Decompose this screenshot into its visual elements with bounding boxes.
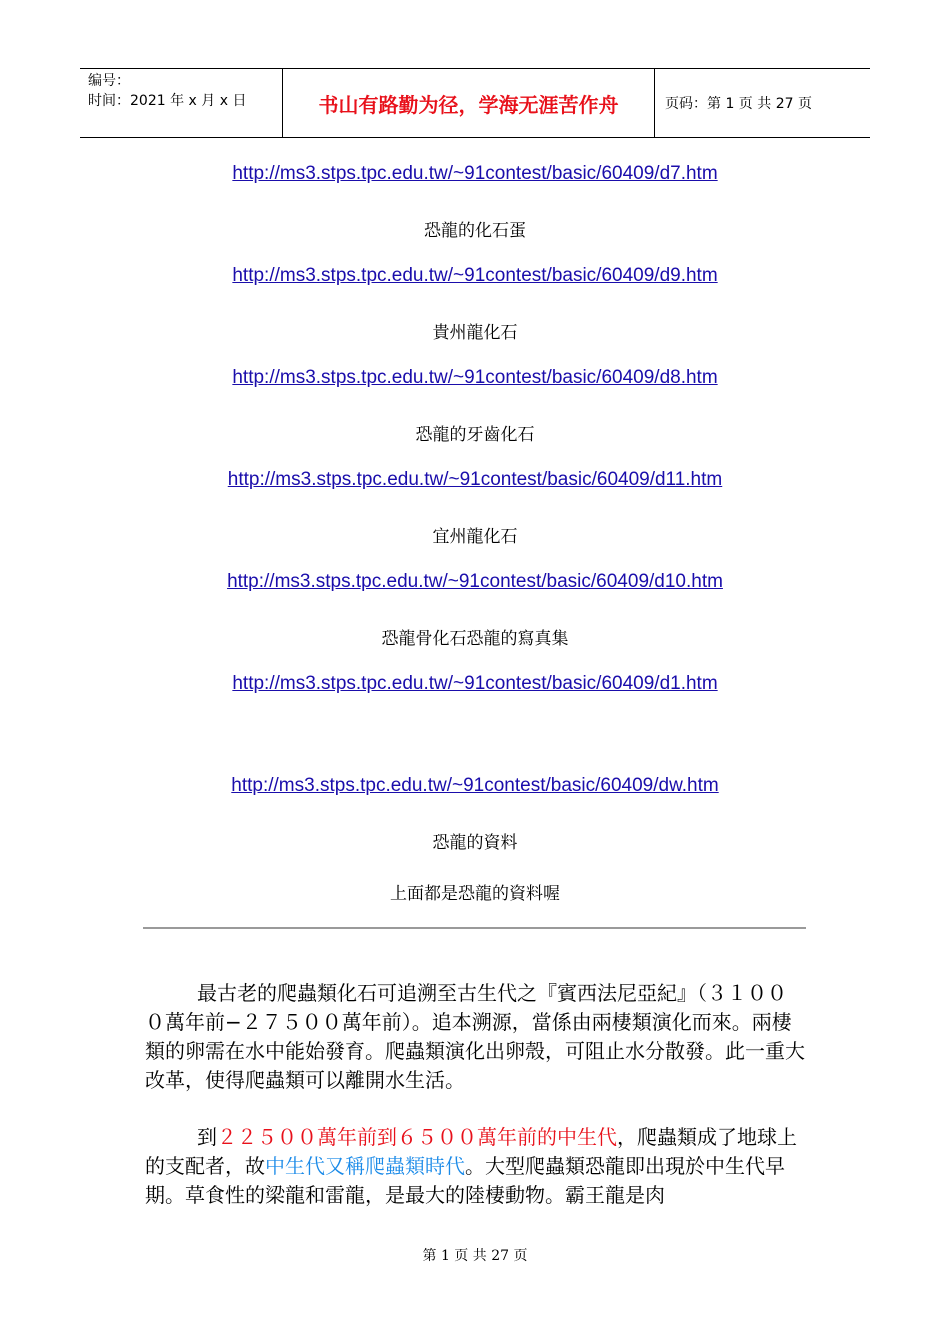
page-header [80, 68, 870, 138]
header-motto: 书山有路勤为径，学海无涯苦作舟 [282, 69, 655, 137]
paragraph-reptile-origin: 最古老的爬蟲類化石可追溯至古生代之『賓西法尼亞紀』（３１０００萬年前−２７５００萬年前）。追本溯源，當係由兩棲類演化而來。兩棲類的卵需在水中能始發育。爬蟲類演化出卵殼，可阻止水分散發。此一重大改革，使得爬蟲類可以離開水生活。 [145, 981, 805, 1092]
caption-dinosaur-data: 恐龍的資料 [432, 833, 518, 853]
horizontal-rule [143, 927, 806, 929]
highlight-mesozoic-period: ２２５００萬年前到６５００萬年前的中生代 [217, 1125, 617, 1149]
header-meta [80, 69, 282, 137]
link-d9[interactable]: http://ms3.stps.tpc.edu.tw/~91contest/basic/60409/d9.htm [232, 265, 718, 286]
caption-bone-fossil-album: 恐龍骨化石恐龍的寫真集 [381, 629, 569, 649]
link-d7[interactable]: http://ms3.stps.tpc.edu.tw/~91contest/basic/60409/d7.htm [232, 163, 718, 184]
caption-fossil-eggs: 恐龍的化石蛋 [424, 221, 526, 241]
link-d1[interactable]: http://ms3.stps.tpc.edu.tw/~91contest/basic/60409/d1.htm [232, 673, 718, 694]
link-dw[interactable]: http://ms3.stps.tpc.edu.tw/~91contest/basic/60409/dw.htm [231, 775, 719, 796]
link-d10[interactable]: http://ms3.stps.tpc.edu.tw/~91contest/basic/60409/d10.htm [227, 571, 723, 592]
link-d11[interactable]: http://ms3.stps.tpc.edu.tw/~91contest/basic/60409/d11.htm [227, 469, 723, 490]
document-date: 时间：2021 年 x 月 x 日 [88, 93, 247, 109]
link-d8[interactable]: http://ms3.stps.tpc.edu.tw/~91contest/basic/60409/d8.htm [232, 367, 718, 388]
document-number: 编号： [88, 73, 130, 89]
caption-yizhou-fossil: 宜州龍化石 [432, 527, 518, 547]
page-footer: 第 1 页 共 27 页 [422, 1248, 528, 1264]
caption-guizhou-fossil: 貴州龍化石 [432, 323, 518, 343]
highlight-reptile-age: 中生代又稱爬蟲類時代 [265, 1154, 465, 1178]
para2-end: 。大型爬蟲類恐龍即出現於中生代早期。草食性的梁龍和雷龍，是最大的陸棲動物。霸王龍是肉 [145, 1154, 785, 1207]
caption-all-dinosaur-data: 上面都是恐龍的資料喔 [390, 884, 560, 904]
header-page-info: 页码：第 1 页 共 27 页 [665, 96, 812, 112]
paragraph-mesozoic [145, 1123, 805, 1210]
caption-teeth-fossil: 恐龍的牙齒化石 [415, 425, 535, 445]
para2-middle: ，爬蟲類成了地球上的支配者，故 [145, 1125, 797, 1178]
para2-start: 到 [197, 1125, 217, 1149]
